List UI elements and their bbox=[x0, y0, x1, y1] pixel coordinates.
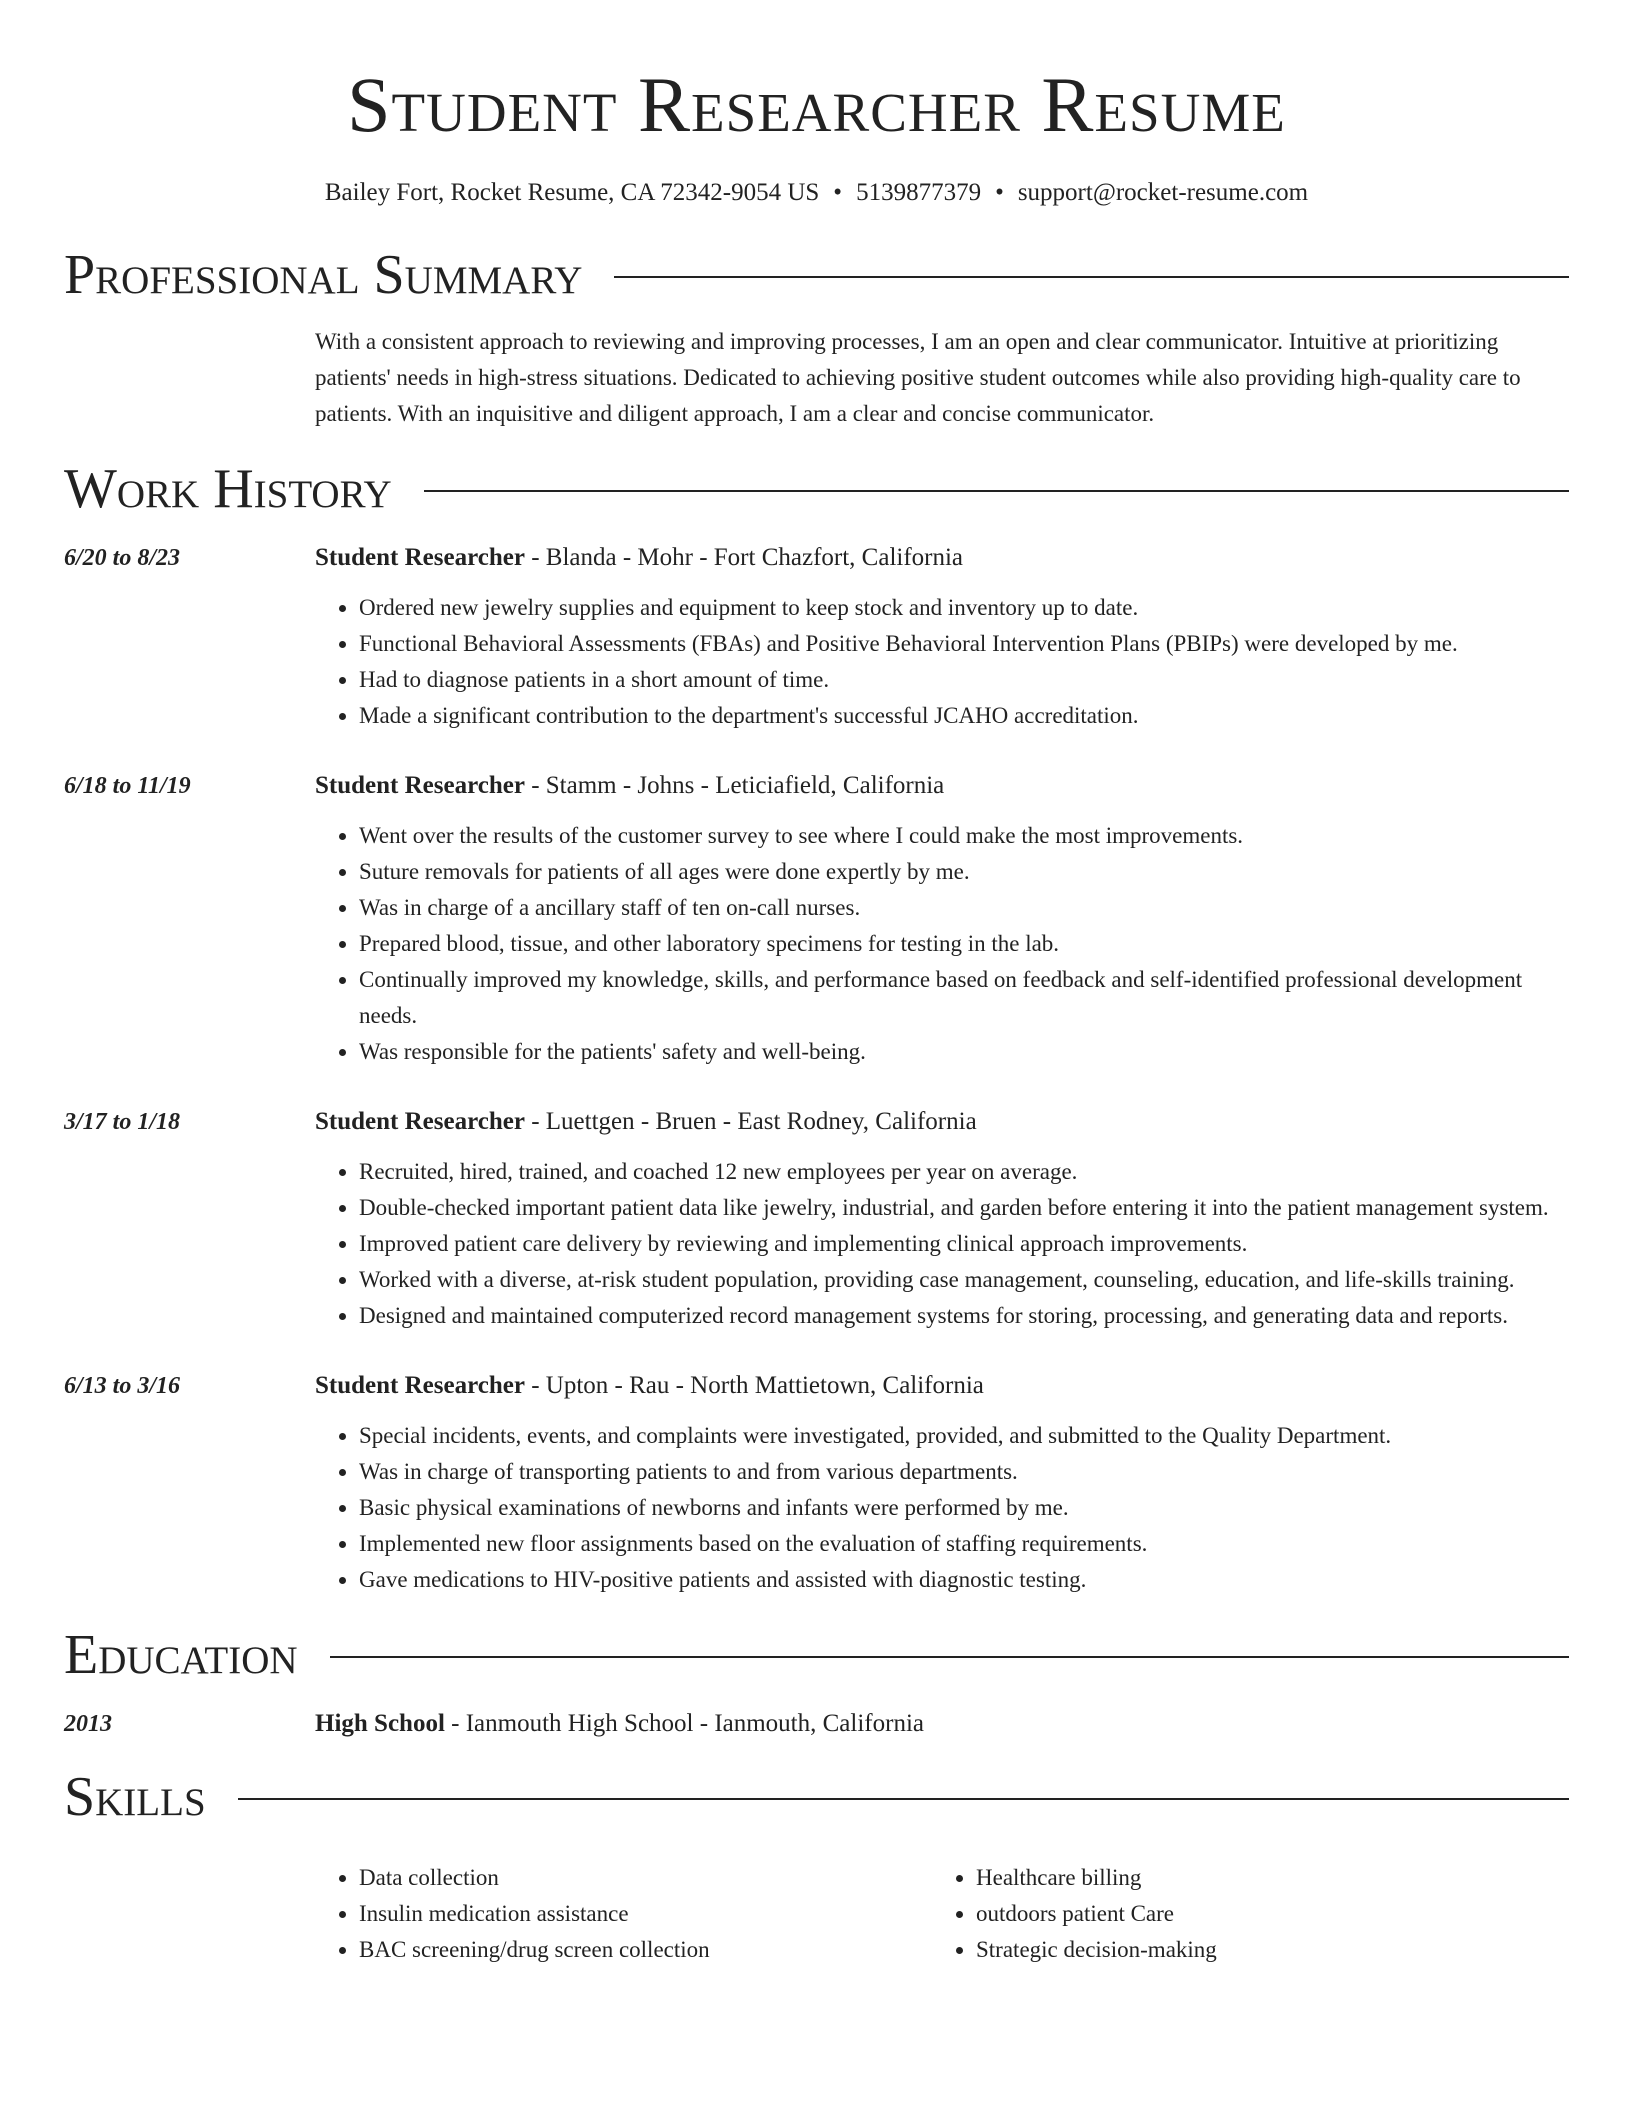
skill-item: • Data collection bbox=[359, 1860, 932, 1896]
contact-phone[interactable]: 5139877379 bbox=[856, 179, 982, 206]
education-school: - Ianmouth High School - Ianmouth, California bbox=[444, 1710, 924, 1737]
job-employer: - Stamm - Johns - Leticiafield, California bbox=[524, 772, 945, 799]
section-divider bbox=[424, 490, 1569, 492]
education-section bbox=[64, 1620, 1569, 1742]
contact-separator: • bbox=[833, 179, 843, 206]
list-item: • Worked with a diverse, at-risk student population, providing case management, counseling, education, and life-skills training. bbox=[359, 1262, 1569, 1298]
contact-address: Bailey Fort, Rocket Resume, CA 72342-9054 US bbox=[324, 179, 820, 206]
list-item: • Implemented new floor assignments based on the evaluation of staffing requirements. bbox=[359, 1526, 1569, 1562]
list-item: • Was responsible for the patients' safety and well-being. bbox=[359, 1034, 1569, 1070]
job-heading bbox=[315, 540, 1569, 576]
list-item: • Was in charge of transporting patients to and from various departments. bbox=[359, 1454, 1569, 1490]
job-content bbox=[315, 1368, 1569, 1598]
job-entry bbox=[64, 1104, 1569, 1334]
job-title: Student Researcher bbox=[315, 1372, 525, 1399]
work-history-section bbox=[64, 454, 1569, 1598]
list-item: • Prepared blood, tissue, and other laboratory specimens for testing in the lab. bbox=[359, 926, 1569, 962]
education-degree: High School bbox=[315, 1710, 445, 1737]
summary-header bbox=[64, 240, 1569, 310]
list-item: • Double-checked important patient data like jewelry, industrial, and garden before entering it into the patient management system. bbox=[359, 1190, 1569, 1226]
job-entry bbox=[64, 540, 1569, 734]
resume-title: Student Researcher Resume bbox=[347, 61, 1286, 148]
list-item: • Basic physical examinations of newborns and infants were performed by me. bbox=[359, 1490, 1569, 1526]
job-bullets bbox=[315, 818, 1569, 1070]
job-content bbox=[315, 1104, 1569, 1334]
list-item: • Went over the results of the customer survey to see where I could make the most improvements. bbox=[359, 818, 1569, 854]
job-employer: - Upton - Rau - North Mattietown, California bbox=[524, 1372, 984, 1399]
skills-column-left bbox=[315, 1860, 932, 1968]
job-bullets bbox=[315, 1418, 1569, 1598]
skills-column-right bbox=[932, 1860, 1549, 1968]
job-heading bbox=[315, 768, 1569, 804]
job-dates: 3/17 to 1/18 bbox=[64, 1109, 181, 1135]
contact-separator: • bbox=[995, 179, 1004, 206]
job-title: Student Researcher bbox=[315, 544, 525, 571]
education-content bbox=[315, 1706, 1569, 1742]
job-employer: - Blanda - Mohr - Fort Chazfort, California bbox=[524, 544, 964, 571]
job-entry bbox=[64, 1368, 1569, 1598]
skills-header bbox=[64, 1762, 1569, 1832]
skills-section bbox=[64, 1762, 1569, 1968]
job-title: Student Researcher bbox=[315, 1108, 525, 1135]
list-item: • Improved patient care delivery by reviewing and implementing clinical approach improvements. bbox=[359, 1226, 1569, 1262]
skills-grid bbox=[315, 1860, 1569, 1968]
skill-item: • Healthcare billing bbox=[976, 1860, 1549, 1896]
education-header bbox=[64, 1620, 1569, 1690]
education-heading bbox=[315, 1706, 1569, 1742]
job-content bbox=[315, 540, 1569, 734]
job-entry bbox=[64, 768, 1569, 1070]
skill-item: • Strategic decision-making bbox=[976, 1932, 1549, 1968]
job-bullets bbox=[315, 590, 1569, 734]
job-employer: - Luettgen - Bruen - East Rodney, California bbox=[524, 1108, 977, 1135]
list-item: • Special incidents, events, and complaints were investigated, provided, and submitted to the Quality Department. bbox=[359, 1418, 1569, 1454]
summary-title: Professional Summary bbox=[64, 244, 583, 306]
job-bullets bbox=[315, 1154, 1569, 1334]
list-item: • Had to diagnose patients in a short amount of time. bbox=[359, 662, 1569, 698]
resume-page bbox=[64, 0, 1569, 1968]
list-item: • Suture removals for patients of all ages were done expertly by me. bbox=[359, 854, 1569, 890]
list-item: • Functional Behavioral Assessments (FBAs) and Positive Behavioral Intervention Plans (PBIPs) were developed by me. bbox=[359, 626, 1569, 662]
section-divider bbox=[238, 1798, 1569, 1800]
skills-title: Skills bbox=[64, 1766, 206, 1828]
section-divider bbox=[614, 276, 1569, 278]
contact-line bbox=[64, 178, 1569, 208]
job-heading bbox=[315, 1104, 1569, 1140]
list-item: • Was in charge of a ancillary staff of ten on-call nurses. bbox=[359, 890, 1569, 926]
list-item: • Designed and maintained computerized record management systems for storing, processing, and generating data and reports. bbox=[359, 1298, 1569, 1334]
job-dates: 6/18 to 11/19 bbox=[64, 773, 191, 799]
skill-item: • Insulin medication assistance bbox=[359, 1896, 932, 1932]
list-item: • Recruited, hired, trained, and coached 12 new employees per year on average. bbox=[359, 1154, 1569, 1190]
list-item: • Made a significant contribution to the department's successful JCAHO accreditation. bbox=[359, 698, 1569, 734]
skill-item: • outdoors patient Care bbox=[976, 1896, 1549, 1932]
job-dates: 6/13 to 3/16 bbox=[64, 1373, 181, 1399]
list-item: • Continually improved my knowledge, skills, and performance based on feedback and self-identified professional development needs. bbox=[359, 962, 1569, 1034]
education-year: 2013 bbox=[64, 1711, 112, 1737]
contact-email[interactable]: support@rocket-resume.com bbox=[1017, 179, 1309, 206]
job-dates: 6/20 to 8/23 bbox=[64, 545, 181, 571]
job-heading bbox=[315, 1368, 1569, 1404]
section-divider bbox=[330, 1656, 1569, 1658]
list-item: • Gave medications to HIV-positive patients and assisted with diagnostic testing. bbox=[359, 1562, 1569, 1598]
skill-item: • BAC screening/drug screen collection bbox=[359, 1932, 932, 1968]
work-history-header bbox=[64, 454, 1569, 524]
summary-text: With a consistent approach to reviewing and improving processes, I am an open and clear communicator. Intuitive at prioritizing patients' needs in high-stress situations. Dedicated to achieving positive student outcomes while also providing high-quality care to patients. With an inquisitive and diligent approach, I am a clear and concise communicator. bbox=[315, 329, 1521, 426]
job-content bbox=[315, 768, 1569, 1070]
list-item: • Ordered new jewelry supplies and equipment to keep stock and inventory up to date. bbox=[359, 590, 1569, 626]
education-title: Education bbox=[64, 1624, 298, 1686]
education-entry bbox=[64, 1706, 1569, 1742]
work-history-title: Work History bbox=[64, 458, 392, 520]
summary-section bbox=[64, 240, 1569, 432]
job-title: Student Researcher bbox=[315, 772, 525, 799]
